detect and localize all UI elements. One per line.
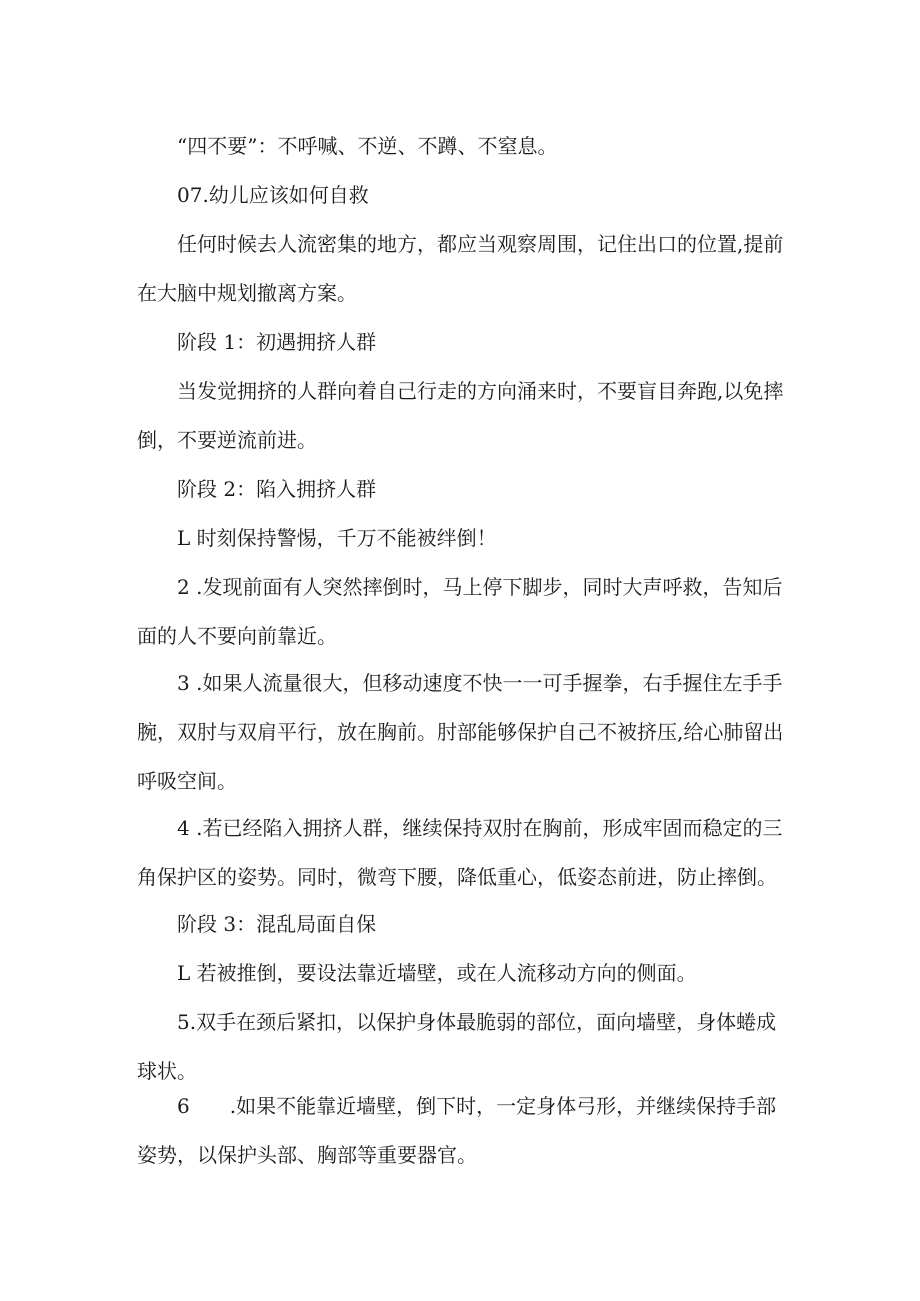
text-line: 3 .如果人流量很大，但移动速度不快一一可手握拳，右手握住左手手 — [177, 671, 783, 695]
text-line: L 时刻保持警惕，千万不能被绊倒！ — [177, 526, 497, 550]
paragraph-stage-1 — [137, 367, 787, 465]
list-item-1 — [137, 514, 787, 563]
text-line: 阶段 2：陷入拥挤人群 — [177, 477, 377, 501]
list-item-3 — [137, 659, 787, 806]
text-line: 任何时候去人流密集的地方，都应当观察周围，记住出口的位置,提前 — [177, 232, 784, 256]
paragraph-observe-exits — [137, 220, 787, 318]
text-line: 角保护区的姿势。同时，微弯下腰，降低重心，低姿态前进，防止摔倒。 — [137, 865, 777, 889]
text-line: 阶段 3：混乱局面自保 — [177, 912, 377, 936]
list-item-4 — [137, 804, 787, 902]
list-item-stage-3-1 — [137, 949, 787, 998]
stage-2-heading — [137, 465, 787, 514]
text-line: 5.双手在颈后紧扣，以保护身体最脆弱的部位，面向墙壁，身体蜷成 — [177, 1010, 777, 1034]
stage-1-heading — [137, 318, 787, 367]
text-line: 07.幼儿应该如何自救 — [177, 183, 369, 207]
text-line: 呼吸空间。 — [137, 769, 237, 793]
text-line: 在大脑中规划撤离方案。 — [137, 281, 357, 305]
list-item-2 — [137, 563, 787, 661]
section-heading-07 — [137, 171, 787, 220]
stage-3-heading — [137, 900, 787, 949]
text-line: 6 .如果不能靠近墙壁，倒下时，一定身体弓形，并继续保持手部 — [177, 1094, 777, 1118]
paragraph-four-donts — [137, 122, 787, 171]
list-item-6 — [137, 1082, 787, 1180]
text-line: 2 .发现前面有人突然摔倒时，马上停下脚步，同时大声呼救，告知后 — [177, 575, 783, 599]
text-line: L 若被推倒，要设法靠近墙壁，或在人流移动方向的侧面。 — [177, 961, 697, 985]
text-line: 4 .若已经陷入拥挤人群，继续保持双肘在胸前，形成牢固而稳定的三 — [177, 816, 783, 840]
text-line: 当发觉拥挤的人群向着自己行走的方向涌来时，不要盲目奔跑,以免摔 — [177, 379, 784, 403]
text-line: 倒，不要逆流前进。 — [137, 428, 317, 452]
text-line: “四不要”：不呼喊、不逆、不蹲、不窒息。 — [177, 134, 558, 158]
text-line: 姿势，以保护头部、胸部等重要器官。 — [137, 1143, 477, 1167]
text-line: 面的人不要向前靠近。 — [137, 624, 337, 648]
text-line: 阶段 1：初遇拥挤人群 — [177, 330, 377, 354]
text-line: 球状。 — [137, 1059, 197, 1083]
text-line: 腕，双肘与双肩平行，放在胸前。肘部能够保护自己不被挤压,给心肺留出 — [137, 720, 784, 744]
